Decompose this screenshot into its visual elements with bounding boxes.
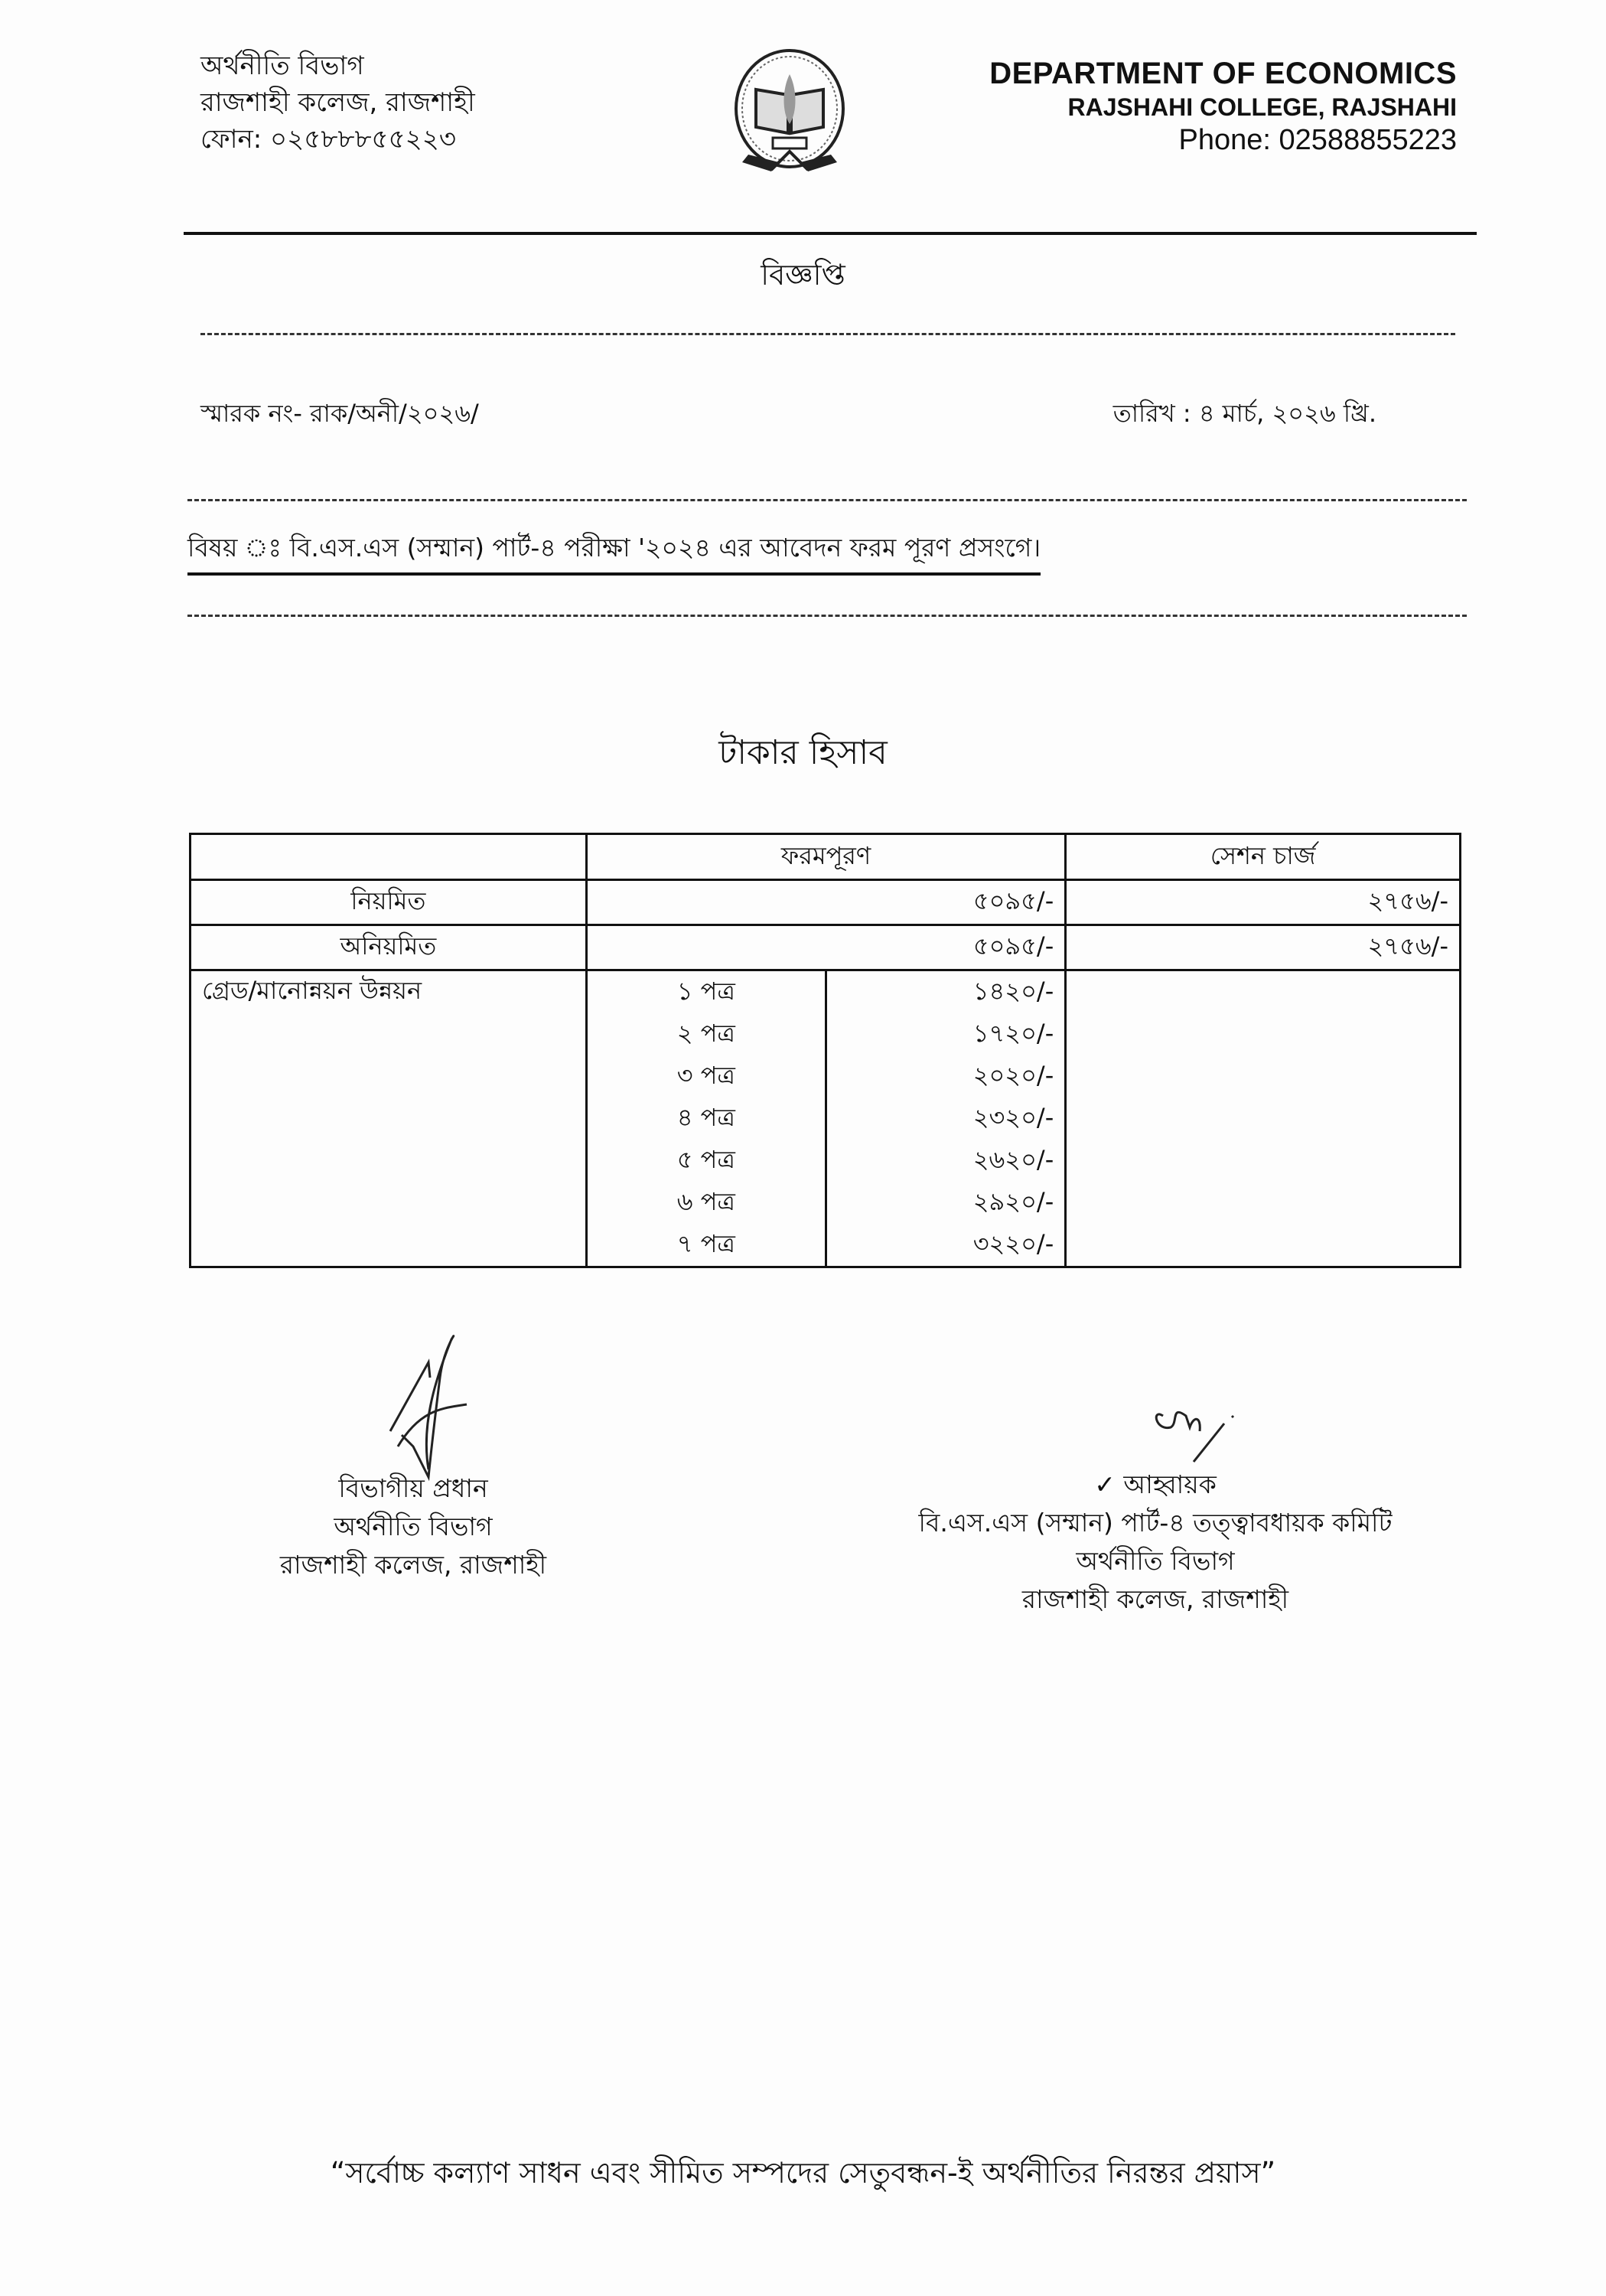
paper-fee: ২৯২০/- [826, 1182, 1065, 1224]
row-form-fee: ৫০৯৫/- [586, 880, 1065, 925]
notice-date: তারিখ : ৪ মার্চ, ২০২৬ খ্রি. [1112, 399, 1376, 428]
sig-convener-college: রাজশাহী কলেজ, রাজশাহী [1021, 1584, 1289, 1614]
fee-table [189, 833, 1461, 1268]
title-divider [200, 333, 1455, 335]
header-department-bn: অর্থনীতি বিভাগ [200, 51, 364, 81]
paper-label: ১ পত্র [586, 970, 826, 1014]
signature-head [207, 1469, 620, 1584]
notice-title: বিজ্ঞপ্তি [761, 258, 845, 292]
paper-fee: ৩২২০/- [826, 1224, 1065, 1267]
paper-label: ৬ পত্র [586, 1182, 826, 1224]
sig-head-college: রাজশাহী কলেজ, রাজশাহী [279, 1550, 547, 1580]
paper-fee: ২৩২০/- [826, 1097, 1065, 1140]
sig-head-title: বিভাগীয় প্রধান [338, 1473, 488, 1503]
grade-row [191, 970, 1461, 1014]
college-crest-book-icon [725, 47, 854, 176]
table-row [191, 880, 1461, 925]
header-right [989, 55, 1457, 158]
row-label: অনিয়মিত [191, 925, 587, 970]
header-form-fill: ফরমপূরণ [586, 834, 1065, 880]
memo-number: স্মারক নং- রাক/অনী/২০২৬/ [200, 399, 479, 428]
header-department-en: DEPARTMENT OF ECONOMICS [989, 57, 1457, 90]
header-divider [184, 232, 1477, 235]
grade-improvement-label: গ্রেড/মানোন্নয়ন উন্নয়ন [191, 970, 587, 1267]
paper-fee: ২৬২০/- [826, 1140, 1065, 1182]
header-college-bn: রাজশাহী কলেজ, রাজশাহী [200, 87, 475, 118]
sig-convener-title-line [865, 1466, 1446, 1504]
paper-label: ৫ পত্র [586, 1140, 826, 1182]
accounts-title: টাকার হিসাব [718, 733, 888, 772]
memo-divider [187, 499, 1467, 501]
paper-label: ২ পত্র [586, 1013, 826, 1055]
footer-motto: “সর্বোচ্চ কল্যাণ সাধন এবং সীমিত সম্পদের সেতুবন্ধন-ই অর্থনীতির নিরন্তর প্রয়াস” [330, 2156, 1276, 2190]
row-form-fee: ৫০৯৫/- [586, 925, 1065, 970]
table-row [191, 925, 1461, 970]
header-phone-bn: ফোন: ০২৫৮৮৮৫৫২২৩ [200, 124, 456, 155]
header-phone-en: Phone: 02588855223 [1178, 124, 1457, 156]
fee-table-header [191, 834, 1461, 880]
paper-fee: ২০২০/- [826, 1055, 1065, 1097]
paper-label: ৭ পত্র [586, 1224, 826, 1267]
signature-head-icon [344, 1332, 497, 1488]
subject-divider [187, 615, 1467, 617]
check-mark-icon: ✓ [1094, 1469, 1116, 1499]
row-session-charge: ২৭৫৬/- [1066, 925, 1461, 970]
paper-label: ৩ পত্র [586, 1055, 826, 1097]
row-label: নিয়মিত [191, 880, 587, 925]
signature-convener [865, 1466, 1446, 1619]
sig-head-department: অর্থনীতি বিভাগ [334, 1512, 493, 1541]
grade-session-empty [1066, 970, 1461, 1267]
notice-subject: বিষয় ঃ বি.এস.এস (সম্মান) পার্ট-৪ পরীক্ষা '২০২৪ এর আবেদন ফরম পূরণ প্রসংগে। [187, 528, 1041, 576]
paper-label: ৪ পত্র [586, 1097, 826, 1140]
header-college-en: RAJSHAHI COLLEGE, RAJSHAHI [1067, 93, 1457, 121]
sig-convener-department: অর্থনীতি বিভাগ [1076, 1546, 1235, 1576]
paper-fee: ১৭২০/- [826, 1013, 1065, 1055]
row-session-charge: ২৭৫৬/- [1066, 880, 1461, 925]
header-category [191, 834, 587, 880]
sig-convener-title: আহ্বায়ক [1123, 1469, 1217, 1499]
header-left [200, 47, 475, 158]
sig-convener-committee: বি.এস.এস (সম্মান) পার্ট-৪ তত্ত্বাবধায়ক কমিটি [918, 1508, 1393, 1538]
paper-fee: ১৪২০/- [826, 970, 1065, 1014]
header-session-charge: সেশন চার্জ [1066, 834, 1461, 880]
